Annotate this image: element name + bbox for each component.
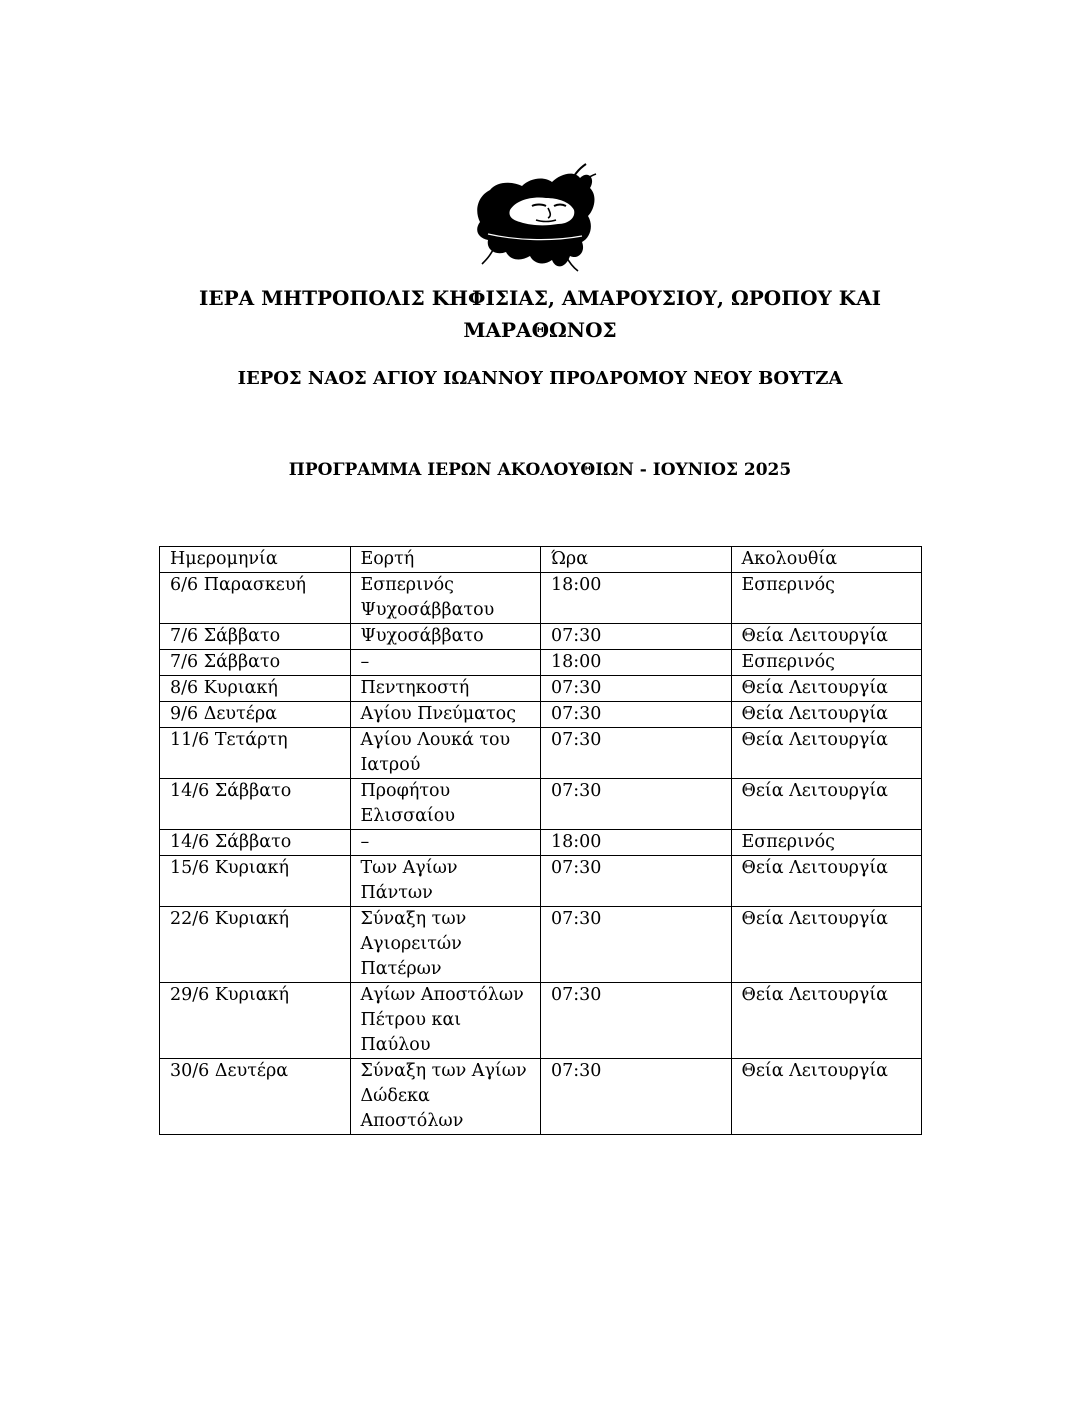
cell-feast: Των Αγίων Πάντων [350, 856, 541, 907]
cell-date: 14/6 Σάββατο [160, 779, 351, 830]
table-row [160, 728, 922, 779]
program-title: ΠΡΟΓΡΑΜΜΑ ΙΕΡΩΝ ΑΚΟΛΟΥΘΙΩΝ - ΙΟΥΝΙΟΣ 2025 [288, 460, 792, 480]
cell-feast: Σύναξη των Αγίων Δώδεκα Αποστόλων [350, 1059, 541, 1135]
column-header-time: Ώρα [541, 547, 732, 573]
cell-feast: Εσπερινός Ψυχοσάββατου [350, 573, 541, 624]
cell-service: Θεία Λειτουργία [731, 728, 922, 779]
table-row [160, 856, 922, 907]
cell-service: Θεία Λειτουργία [731, 702, 922, 728]
cell-time: 18:00 [541, 830, 732, 856]
cell-service: Εσπερινός [731, 830, 922, 856]
cell-time: 07:30 [541, 856, 732, 907]
cell-time: 18:00 [541, 573, 732, 624]
cell-date: 11/6 Τετάρτη [160, 728, 351, 779]
table-row [160, 1059, 922, 1135]
cell-time: 07:30 [541, 624, 732, 650]
cell-service: Θεία Λειτουργία [731, 779, 922, 830]
column-header-service: Ακολουθία [731, 547, 922, 573]
cell-service: Θεία Λειτουργία [731, 983, 922, 1059]
table-row [160, 650, 922, 676]
cell-service: Θεία Λειτουργία [731, 907, 922, 983]
column-header-date: Ημερομηνία [160, 547, 351, 573]
cell-date: 15/6 Κυριακή [160, 856, 351, 907]
metropolis-title: ΙΕΡΑ ΜΗΤΡΟΠΟΛΙΣ ΚΗΦΙΣΙΑΣ, ΑΜΑΡΟΥΣΙΟΥ, ΩΡΟΠΟΥ ΚΑΙ ΜΑΡΑΘΩΝΟΣ [198, 286, 882, 342]
cell-time: 07:30 [541, 676, 732, 702]
cell-date: 6/6 Παρασκευή [160, 573, 351, 624]
cell-service: Θεία Λειτουργία [731, 856, 922, 907]
cell-service: Θεία Λειτουργία [731, 624, 922, 650]
cell-date: 22/6 Κυριακή [160, 907, 351, 983]
cell-feast: Αγίου Πνεύματος [350, 702, 541, 728]
cell-feast: – [350, 830, 541, 856]
cell-time: 18:00 [541, 650, 732, 676]
cell-service: Θεία Λειτουργία [731, 1059, 922, 1135]
cell-feast: Πεντηκοστή [350, 676, 541, 702]
table-row [160, 676, 922, 702]
cell-service: Εσπερινός [731, 573, 922, 624]
cell-date: 7/6 Σάββατο [160, 624, 351, 650]
cell-feast: Αγίων Αποστόλων Πέτρου και Παύλου [350, 983, 541, 1059]
cell-time: 07:30 [541, 907, 732, 983]
column-header-feast: Εορτή [350, 547, 541, 573]
cell-service: Θεία Λειτουργία [731, 676, 922, 702]
table-row [160, 779, 922, 830]
schedule-table [159, 546, 922, 1135]
cell-time: 07:30 [541, 702, 732, 728]
cell-time: 07:30 [541, 983, 732, 1059]
head-of-saint-john-icon [470, 160, 600, 272]
cell-time: 07:30 [541, 728, 732, 779]
church-title: ΙΕΡΟΣ ΝΑΟΣ ΑΓΙΟΥ ΙΩΑΝΝΟΥ ΠΡΟΔΡΟΜΟΥ ΝΕΟΥ ΒΟΥΤΖΑ [237, 368, 843, 389]
cell-service: Εσπερινός [731, 650, 922, 676]
table-row [160, 907, 922, 983]
table-row [160, 624, 922, 650]
cell-feast: Αγίου Λουκά του Ιατρού [350, 728, 541, 779]
table-row [160, 830, 922, 856]
table-row [160, 573, 922, 624]
cell-time: 07:30 [541, 779, 732, 830]
cell-time: 07:30 [541, 1059, 732, 1135]
cell-feast: Προφήτου Ελισσαίου [350, 779, 541, 830]
cell-date: 9/6 Δευτέρα [160, 702, 351, 728]
cell-date: 30/6 Δευτέρα [160, 1059, 351, 1135]
table-row [160, 983, 922, 1059]
cell-date: 29/6 Κυριακή [160, 983, 351, 1059]
table-row [160, 702, 922, 728]
cell-date: 14/6 Σάββατο [160, 830, 351, 856]
cell-feast: – [350, 650, 541, 676]
table-header-row [160, 547, 922, 573]
cell-date: 8/6 Κυριακή [160, 676, 351, 702]
cell-date: 7/6 Σάββατο [160, 650, 351, 676]
cell-feast: Σύναξη των Αγιορειτών Πατέρων [350, 907, 541, 983]
cell-feast: Ψυχοσάββατο [350, 624, 541, 650]
